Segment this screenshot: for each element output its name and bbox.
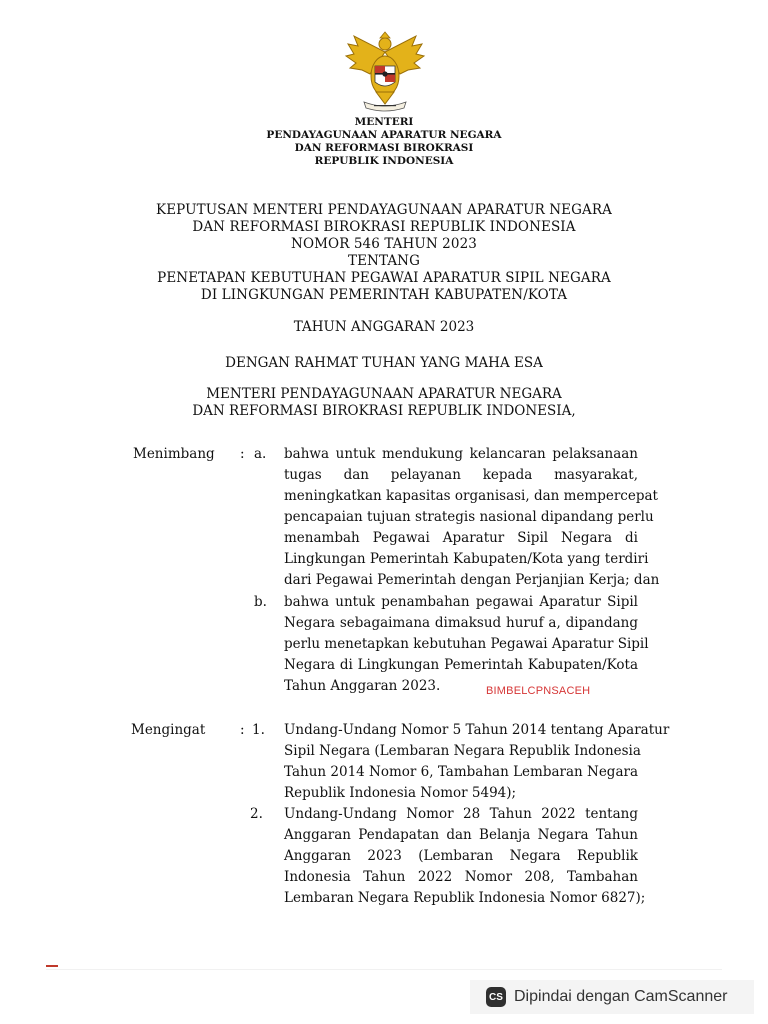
title-line: DI LINGKUNGAN PEMERINTAH KABUPATEN/KOTA [200,287,568,303]
minister-line: MENTERI PENDAYAGUNAAN APARATUR NEGARA [206,386,562,402]
watermark-text: BIMBELCPNSACEH [486,685,591,697]
text-line: Indonesia Tahun 2022 Nomor 208, Tambahan [284,869,638,885]
title-line: NOMOR 546 TAHUN 2023 [291,236,477,252]
mengingat-colon: : [240,722,245,738]
title-line: DAN REFORMASI BIROKRASI REPUBLIK INDONESIA [192,219,576,235]
text-line: Sipil Negara (Lembaran Negara Republik Indonesia [284,743,641,759]
item-marker: a. [254,446,267,462]
menimbang-colon: : [240,446,245,462]
title-line: KEPUTUSAN MENTERI PENDAYAGUNAAN APARATUR NEGARA [156,202,612,218]
text-line: Republik Indonesia Nomor 5494); [284,785,517,801]
text-line: Lingkungan Pemerintah Kabupaten/Kota yang terdiri [284,551,649,567]
red-margin-mark [46,965,58,967]
item-marker: b. [254,594,267,610]
minister-line: DAN REFORMASI BIROKRASI REPUBLIK INDONESIA, [192,403,576,419]
header-line: REPUBLIK INDONESIA [314,155,454,167]
camscanner-text: Dipindai dengan CamScanner [514,988,728,1005]
text-line: Undang-Undang Nomor 5 Tahun 2014 tentang Aparatur [284,722,670,738]
header-line: DAN REFORMASI BIROKRASI [294,142,474,154]
text-line: bahwa untuk penambahan pegawai Aparatur Sipil [284,594,638,610]
mengingat-label: Mengingat [131,722,206,738]
text-line: Lembaran Negara Republik Indonesia Nomor 6827); [284,890,646,906]
item-marker: 2. [250,806,263,822]
text-line: Anggaran Pendapatan dan Belanja Negara Tahun [284,827,638,843]
title-line: TENTANG [348,253,420,269]
fiscal-year: TAHUN ANGGARAN 2023 [293,319,475,335]
blessing-line: DENGAN RAHMAT TUHAN YANG MAHA ESA [225,355,543,371]
ministry-header [0,116,768,168]
text-line: dari Pegawai Pemerintah dengan Perjanjian Kerja; dan [284,572,660,588]
text-line: menambah Pegawai Aparatur Sipil Negara di [284,530,638,546]
text-line: Negara sebagaimana dimaksud huruf a, dipandang [284,615,638,631]
text-line: Undang-Undang Nomor 28 Tahun 2022 tentang [284,806,638,822]
text-line: perlu menetapkan kebutuhan Pegawai Aparatur Sipil [284,636,649,652]
menimbang-item-a [284,444,660,591]
minister-heading [0,386,768,420]
text-line: Anggaran 2023 (Lembaran Negara Republik [284,848,638,864]
text-line: bahwa untuk mendukung kelancaran pelaksanaan [284,446,638,462]
footer-rule [46,969,722,970]
mengingat-item-2 [284,804,646,909]
text-line: Tahun 2014 Nomor 6, Tambahan Lembaran Negara [284,764,638,780]
menimbang-label: Menimbang [133,446,215,462]
header-line: PENDAYAGUNAAN APARATUR NEGARA [266,129,502,141]
text-line: pencapaian tujuan strategis nasional dipandang perlu [284,509,654,525]
item-marker: 1. [252,722,265,738]
camscanner-badge [470,980,754,1014]
garuda-emblem-icon [340,30,430,112]
menimbang-item-b [284,592,649,697]
title-line: PENETAPAN KEBUTUHAN PEGAWAI APARATUR SIPIL NEGARA [157,270,611,286]
header-line: MENTERI [354,116,414,128]
text-line: Tahun Anggaran 2023. [284,678,441,694]
decree-title [0,202,768,304]
text-line: tugas dan pelayanan kepada masyarakat, [284,467,638,483]
text-line: Negara di Lingkungan Pemerintah Kabupaten/Kota [284,657,638,673]
camscanner-icon: CS [486,987,506,1007]
text-line: meningkatkan kapasitas organisasi, dan mempercepat [284,488,658,504]
mengingat-item-1 [284,720,670,804]
